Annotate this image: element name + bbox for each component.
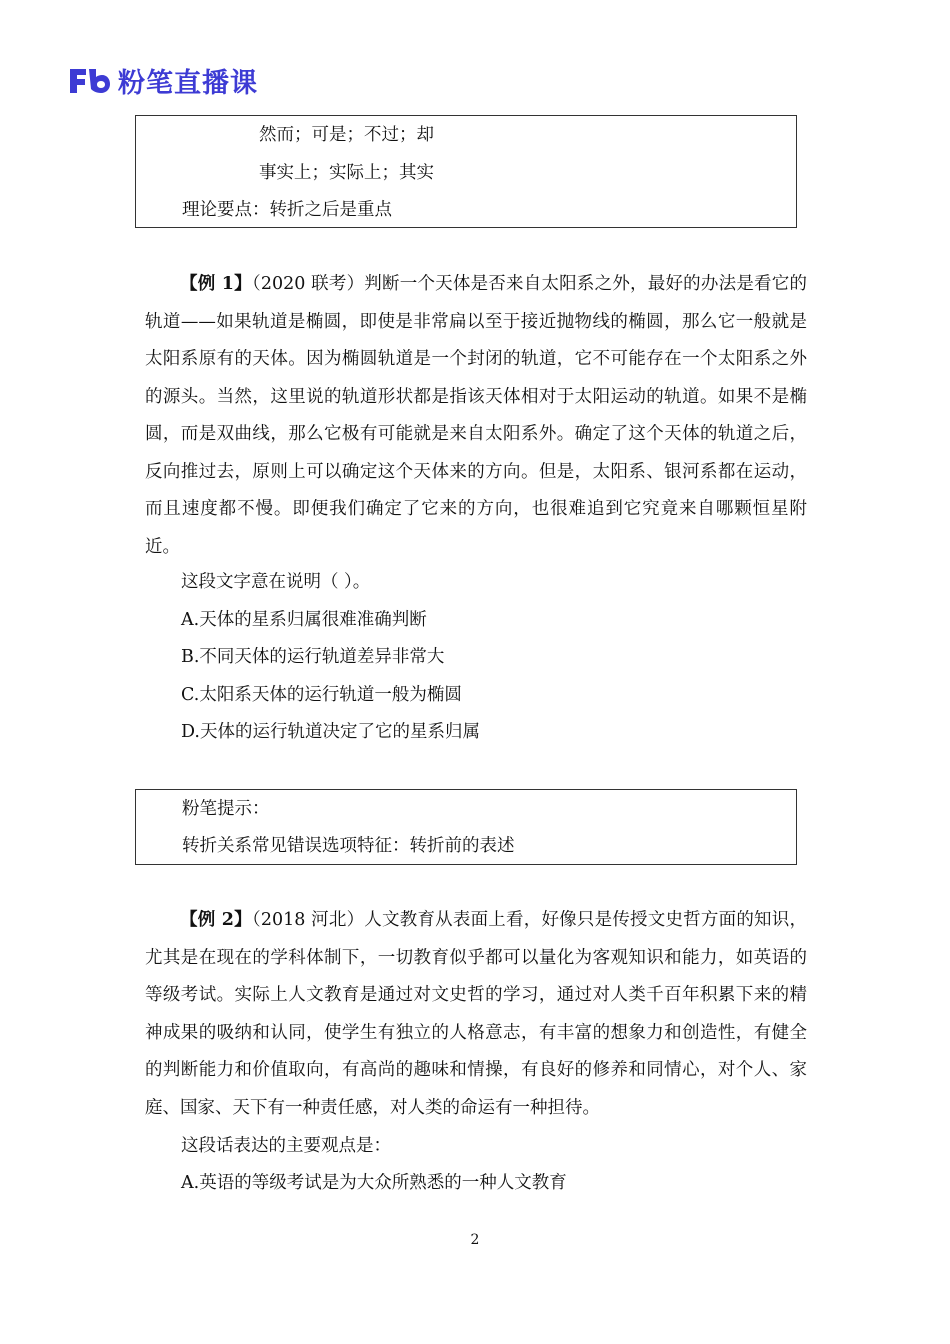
example-1-option-c: C.太阳系天体的运行轨道一般为椭圆 — [181, 685, 462, 705]
box1-line-2: 事实上；实际上；其实 — [259, 163, 434, 183]
fb-logo-icon — [68, 65, 112, 95]
example-1-option-d: D.天体的运行轨道决定了它的星系归属 — [181, 722, 480, 742]
box1-line-1: 然而；可是；不过；却 — [259, 125, 434, 145]
example-1-paragraph — [145, 266, 807, 566]
example-2-paragraph — [145, 902, 807, 1127]
example-2-body: （2018 河北）人文教育从表面上看，好像只是传授文史哲方面的知识，尤其是在现在的学科体制下，一切教育似乎都可以量化为客观知识和能力，如英语的等级考试。实际上人文教育是通过对文史哲的学习，通过对人类千百年积累下来的精神成果的吸纳和认同，使学生有独立的人格意志，有丰富的想象力和创造性，有健全的判断能力和价值取向，有高尚的趣味和情操，有良好的修养和同情心，对个人、家庭、国家、天下有一种责任感，对人类的命运有一种担待。 — [145, 910, 807, 1118]
brand-name: 粉笔直播课 — [118, 67, 258, 99]
example-1-label: 【例 1】 — [180, 274, 252, 294]
example-2-label: 【例 2】 — [180, 910, 252, 930]
example-2-question: 这段话表达的主要观点是： — [181, 1136, 391, 1156]
box1-line-3: 理论要点：转折之后是重点 — [182, 200, 392, 220]
tip-title: 粉笔提示： — [182, 799, 270, 819]
example-1-option-a: A.天体的星系归属很难准确判断 — [181, 610, 427, 630]
example-2-option-a: A.英语的等级考试是为大众所熟悉的一种人文教育 — [181, 1173, 567, 1193]
example-1-option-b: B.不同天体的运行轨道差异非常大 — [181, 647, 445, 667]
conjunction-box — [135, 115, 797, 228]
example-1-body: （2020 联考）判断一个天体是否来自太阳系之外，最好的办法是看它的轨道——如果轨道是椭圆，即使是非常扁以至于接近抛物线的椭圆，那么它一般就是太阳系原有的天体。因为椭圆轨道是一个封闭的轨道，它不可能存在一个太阳系之外的源头。当然，这里说的轨道形状都是指该天体相对于太阳运动的轨道。如果不是椭圆，而是双曲线，那么它极有可能就是来自太阳系外。确定了这个天体的轨道之后，反向推过去，原则上可以确定这个天体来的方向。但是，太阳系、银河系都在运动，而且速度都不慢。即便我们确定了它来的方向，也很难追到它究竟来自哪颗恒星附近。 — [145, 274, 807, 557]
example-1-question: 这段文字意在说明（ ）。 — [181, 572, 371, 592]
tip-content: 转折关系常见错误选项特征：转折前的表述 — [182, 836, 515, 856]
page-number: 2 — [470, 1232, 480, 1248]
brand-logo — [68, 62, 258, 98]
tip-box — [135, 789, 797, 865]
